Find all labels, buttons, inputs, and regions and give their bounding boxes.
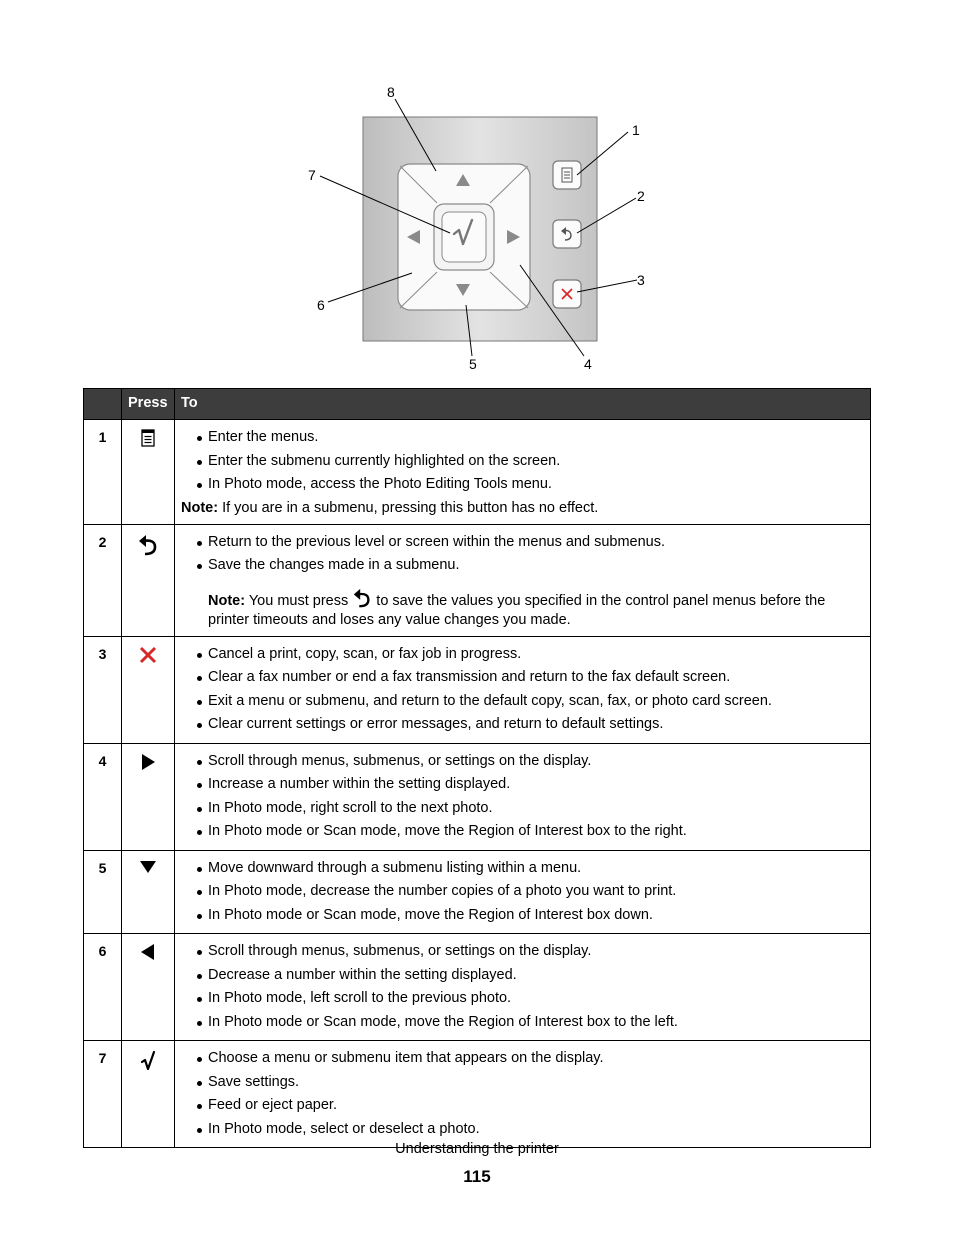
row-number: 7 xyxy=(84,1041,122,1148)
callout-number-7: 7 xyxy=(308,167,316,183)
note xyxy=(181,499,864,518)
checkmark-icon xyxy=(140,1050,156,1072)
bullet-list xyxy=(181,940,864,1034)
page-number: 115 xyxy=(463,1167,491,1186)
bullet-list xyxy=(181,531,864,578)
back-arrow-icon xyxy=(137,534,159,556)
note-label: Note: xyxy=(181,499,219,516)
row-number: 1 xyxy=(84,420,122,525)
bullet-list xyxy=(181,750,864,844)
list-item: Scroll through menus, submenus, or settings on the display. xyxy=(181,940,864,964)
table-row xyxy=(84,636,871,743)
bullet-list xyxy=(181,1047,864,1141)
list-item: Enter the menus. xyxy=(181,426,864,450)
diagram-menu-button xyxy=(553,161,581,189)
button-function-table xyxy=(83,388,871,1148)
list-item: Choose a menu or submenu item that appears on the display. xyxy=(181,1047,864,1071)
list-item: In Photo mode or Scan mode, move the Region of Interest box to the right. xyxy=(181,820,864,844)
list-item: Feed or eject paper. xyxy=(181,1094,864,1118)
callout-number-2: 2 xyxy=(637,188,645,204)
list-item: Save the changes made in a submenu. xyxy=(181,554,864,578)
note-text-before: You must press xyxy=(245,592,353,609)
control-panel-diagram xyxy=(300,80,660,380)
header-to: To xyxy=(175,389,871,420)
bullet-list xyxy=(181,426,864,497)
list-item: In Photo mode, right scroll to the next photo. xyxy=(181,797,864,821)
note-text: If you are in a submenu, pressing this button has no effect. xyxy=(218,499,599,516)
row-number: 6 xyxy=(84,934,122,1041)
table-row xyxy=(84,743,871,850)
list-item: Move downward through a submenu listing within a menu. xyxy=(181,857,864,881)
callout-number-3: 3 xyxy=(637,272,645,288)
cancel-x-icon xyxy=(139,646,157,664)
table-row xyxy=(84,850,871,934)
table-row xyxy=(84,934,871,1041)
table-row xyxy=(84,420,871,525)
list-item: Scroll through menus, submenus, or settings on the display. xyxy=(181,750,864,774)
row-number: 4 xyxy=(84,743,122,850)
table-row xyxy=(84,1041,871,1148)
row-number: 3 xyxy=(84,636,122,743)
menu-icon xyxy=(141,429,155,447)
table-header-row xyxy=(84,389,871,420)
note-text-after: to save the values you specified in the control panel menus before the printer timeouts and loses any value changes you made. xyxy=(208,592,826,628)
list-item: Exit a menu or submenu, and return to the default copy, scan, fax, or photo card screen. xyxy=(181,690,864,714)
list-item: In Photo mode or Scan mode, move the Region of Interest box to the left. xyxy=(181,1011,864,1035)
callout-number-6: 6 xyxy=(317,297,325,313)
header-press: Press xyxy=(122,389,175,420)
back-arrow-icon xyxy=(352,588,372,608)
list-item: Increase a number within the setting displayed. xyxy=(181,773,864,797)
list-item: Save settings. xyxy=(181,1071,864,1095)
list-item: Enter the submenu currently highlighted on the screen. xyxy=(181,450,864,474)
down-arrow-icon xyxy=(139,860,157,874)
callout-number-8: 8 xyxy=(387,84,395,100)
row-number: 5 xyxy=(84,850,122,934)
footer-section-title: Understanding the printer xyxy=(395,1141,559,1157)
table-row xyxy=(84,524,871,636)
list-item: In Photo mode, select or deselect a photo. xyxy=(181,1118,864,1142)
row-number: 2 xyxy=(84,524,122,636)
diagram-cancel-button xyxy=(553,280,581,308)
callout-number-4: 4 xyxy=(584,356,592,372)
callout-number-1: 1 xyxy=(632,122,640,138)
list-item: In Photo mode, decrease the number copies of a photo you want to print. xyxy=(181,880,864,904)
note xyxy=(181,588,864,630)
bullet-list xyxy=(181,643,864,737)
list-item: Decrease a number within the setting displayed. xyxy=(181,964,864,988)
list-item: In Photo mode or Scan mode, move the Region of Interest box down. xyxy=(181,904,864,928)
list-item: In Photo mode, left scroll to the previous photo. xyxy=(181,987,864,1011)
list-item: Clear a fax number or end a fax transmission and return to the fax default screen. xyxy=(181,666,864,690)
callout-number-5: 5 xyxy=(469,356,477,372)
note-label: Note: xyxy=(208,592,246,609)
bullet-list xyxy=(181,857,864,928)
list-item: Cancel a print, copy, scan, or fax job in progress. xyxy=(181,643,864,667)
diagram-back-button xyxy=(553,220,581,248)
right-arrow-icon xyxy=(140,753,156,771)
header-number xyxy=(84,389,122,420)
list-item: Return to the previous level or screen within the menus and submenus. xyxy=(181,531,864,555)
list-item: Clear current settings or error messages, and return to default settings. xyxy=(181,713,864,737)
left-arrow-icon xyxy=(140,943,156,961)
list-item: In Photo mode, access the Photo Editing Tools menu. xyxy=(181,473,864,497)
